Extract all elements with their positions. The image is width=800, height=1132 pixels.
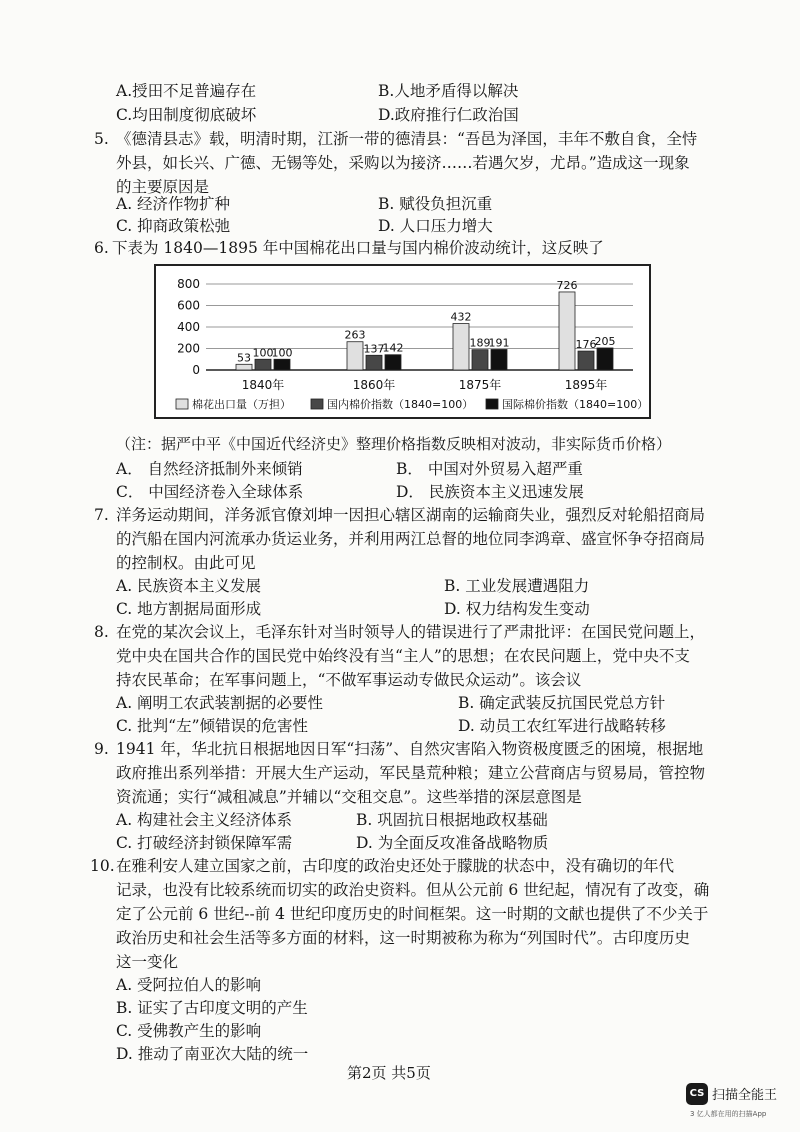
q5-stem-line: 的主要原因是 bbox=[116, 178, 210, 196]
q7-number: 7. bbox=[94, 506, 109, 524]
q6-option-b: B． 中国对外贸易入超严重 bbox=[396, 460, 583, 478]
y-tick-label: 0 bbox=[192, 363, 200, 377]
q9-option-c: C. 打破经济封锁保障军需 bbox=[116, 834, 293, 852]
data-label: 191 bbox=[488, 336, 510, 350]
page-number: 第2页 共5页 bbox=[347, 1064, 431, 1082]
q10-option-c: C. 受佛教产生的影响 bbox=[116, 1022, 262, 1040]
x-tick-label: 1840年 bbox=[241, 378, 285, 392]
legend-swatch bbox=[311, 399, 323, 409]
legend-label: 棉花出口量（万担） bbox=[192, 398, 291, 411]
data-label: 189 bbox=[469, 336, 491, 350]
bar bbox=[274, 359, 290, 370]
q8-number: 8. bbox=[94, 623, 109, 641]
data-label: 137 bbox=[363, 342, 385, 356]
camscanner-title: 扫描全能王 bbox=[712, 1088, 778, 1103]
bar bbox=[236, 364, 252, 370]
data-label: 263 bbox=[344, 328, 366, 342]
bar bbox=[597, 348, 613, 370]
q9-stem-line: 资流通；实行“减租减息”并辅以“交租交息”。这些举措的深层意图是 bbox=[116, 788, 582, 806]
q8-stem-line: 在党的某次会议上，毛泽东针对当时领导人的错误进行了严肃批评：在国民党问题上， bbox=[116, 623, 706, 641]
cotton-chart-svg bbox=[156, 266, 649, 417]
data-label: 100 bbox=[252, 346, 274, 360]
q4-option-c: C.均田制度彻底破坏 bbox=[116, 106, 257, 124]
q9-number: 9. bbox=[94, 740, 109, 758]
q7-option-d: D. 权力结构发生变动 bbox=[444, 600, 590, 618]
q8-stem-line: 党中央在国共合作的国民党中始终没有当“主人”的思想；在农民问题上，党中央不支 bbox=[116, 647, 690, 665]
camscanner-logo-icon: CS bbox=[686, 1083, 708, 1105]
legend-swatch bbox=[176, 399, 188, 409]
bar bbox=[453, 324, 469, 370]
q5-stem-line: 《德清县志》载，明清时期，江浙一带的德清县：“吾邑为泽国，丰年不敷自食，全恃 bbox=[116, 130, 698, 148]
q10-stem-line: 记录，也没有比较系统而切实的政治史资料。但从公元前 6 世纪起，情况有了改变，确 bbox=[116, 881, 710, 899]
y-tick-label: 600 bbox=[177, 298, 200, 313]
bar bbox=[472, 350, 488, 370]
data-label: 432 bbox=[450, 310, 472, 324]
q7-option-c: C. 地方割据局面形成 bbox=[116, 600, 262, 618]
bar bbox=[559, 292, 575, 370]
q6-option-d: D． 民族资本主义迅速发展 bbox=[396, 483, 584, 501]
q6-number: 6. bbox=[94, 239, 109, 257]
legend-swatch bbox=[486, 399, 498, 409]
q9-option-a: A. 构建社会主义经济体系 bbox=[116, 811, 293, 829]
x-tick-label: 1875年 bbox=[458, 378, 502, 392]
q8-stem-line: 持农民革命；在军事问题上，“不做军事运动专做民众运动”。该会议 bbox=[116, 671, 582, 689]
q7-option-a: A. 民族资本主义发展 bbox=[116, 577, 262, 595]
q5-stem-line: 外县，如长兴、广德、无锡等处，采购以为接济……若遇欠岁，尤昂。”造成这一现象 bbox=[116, 154, 690, 172]
q8-option-b: B. 确定武装反抗国民党总方针 bbox=[458, 694, 666, 712]
bar bbox=[347, 342, 363, 370]
q10-stem-line: 定了公元前 6 世纪--前 4 世纪印度历史的时间框架。这一时期的文献也提供了不少关于 bbox=[116, 905, 709, 923]
q10-option-d: D. 推动了南亚次大陆的统一 bbox=[116, 1045, 309, 1063]
cotton-chart bbox=[154, 264, 651, 419]
data-label: 100 bbox=[271, 346, 293, 360]
legend-label: 国际棉价指数（1840=100） bbox=[502, 398, 649, 411]
q6-option-c: C． 中国经济卷入全球体系 bbox=[116, 483, 304, 501]
q10-stem-line: 政治历史和社会生活等多方面的材料，这一时期被称为称为“列国时代”。古印度历史 bbox=[116, 929, 690, 947]
q10-stem-line: 这一变化 bbox=[116, 953, 179, 971]
camscanner-subtitle: 3 亿人都在用的扫描App bbox=[690, 1110, 767, 1118]
q6-option-a: A． 自然经济抵制外来倾销 bbox=[116, 460, 303, 478]
q6-note: （注：据严中平《中国近代经济史》整理价格指数反映相对波动，非实际货币价格） bbox=[116, 435, 672, 453]
q7-stem-line: 洋务运动期间，洋务派官僚刘坤一因担心辖区湖南的运输商失业，强烈反对轮船招商局 bbox=[116, 506, 706, 524]
q7-option-b: B. 工业发展遭遇阻力 bbox=[444, 577, 590, 595]
q10-number: 10. bbox=[90, 857, 115, 875]
legend-label: 国内棉价指数（1840=100） bbox=[327, 398, 474, 411]
q9-stem-line: 1941 年，华北抗日根据地因日军“扫荡”、自然灾害陷入物资极度匮乏的困境，根据地 bbox=[116, 740, 704, 758]
q5-option-c: C. 抑商政策松弛 bbox=[116, 217, 231, 235]
data-label: 53 bbox=[237, 351, 251, 365]
q8-option-d: D. 动员工农红军进行战略转移 bbox=[458, 717, 666, 735]
q4-option-a: A.授田不足普遍存在 bbox=[116, 82, 257, 100]
x-tick-label: 1895年 bbox=[564, 378, 608, 392]
q7-stem-line: 的控制权。由此可见 bbox=[116, 554, 256, 572]
q7-stem-line: 的汽船在国内河流承办货运业务，并利用两江总督的地位同李鸿章、盛宣怀争夺招商局 bbox=[116, 530, 706, 548]
q5-option-a: A. 经济作物扩种 bbox=[116, 195, 231, 213]
q5-number: 5. bbox=[94, 130, 109, 148]
data-label: 142 bbox=[382, 341, 404, 355]
q9-stem-line: 政府推出系列举措：开展大生产运动，军民垦荒种粮；建立公营商店与贸易局，管控物 bbox=[116, 764, 706, 782]
y-tick-label: 200 bbox=[177, 341, 200, 356]
q10-option-b: B. 证实了古印度文明的产生 bbox=[116, 999, 308, 1017]
q6-stem: 下表为 1840—1895 年中国棉花出口量与国内棉价波动统计，这反映了 bbox=[112, 239, 604, 257]
y-tick-label: 400 bbox=[177, 320, 200, 334]
q8-option-a: A. 阐明工农武装割据的必要性 bbox=[116, 694, 324, 712]
y-tick-label: 800 bbox=[177, 277, 200, 291]
x-tick-label: 1860年 bbox=[352, 378, 396, 392]
q9-option-b: B. 巩固抗日根据地政权基础 bbox=[356, 811, 548, 829]
bar bbox=[578, 351, 594, 370]
q8-option-c: C. 批判“左”倾错误的危害性 bbox=[116, 717, 309, 735]
q5-option-d: D. 人口压力增大 bbox=[378, 217, 493, 235]
bar bbox=[255, 359, 271, 370]
q5-option-b: B. 赋役负担沉重 bbox=[378, 195, 493, 213]
bar bbox=[385, 355, 401, 370]
q10-stem-line: 在雅利安人建立国家之前，古印度的政治史还处于朦胧的状态中，没有确切的年代 bbox=[116, 857, 675, 875]
bar bbox=[491, 349, 507, 370]
data-label: 726 bbox=[556, 278, 578, 292]
q4-option-d: D.政府推行仁政治国 bbox=[378, 106, 519, 124]
data-label: 176 bbox=[575, 338, 597, 352]
bar bbox=[366, 355, 382, 370]
q4-option-b: B.人地矛盾得以解决 bbox=[378, 82, 519, 100]
q9-option-d: D. 为全面反攻准备战略物质 bbox=[356, 834, 549, 852]
q10-option-a: A. 受阿拉伯人的影响 bbox=[116, 976, 262, 994]
data-label: 205 bbox=[594, 334, 616, 348]
